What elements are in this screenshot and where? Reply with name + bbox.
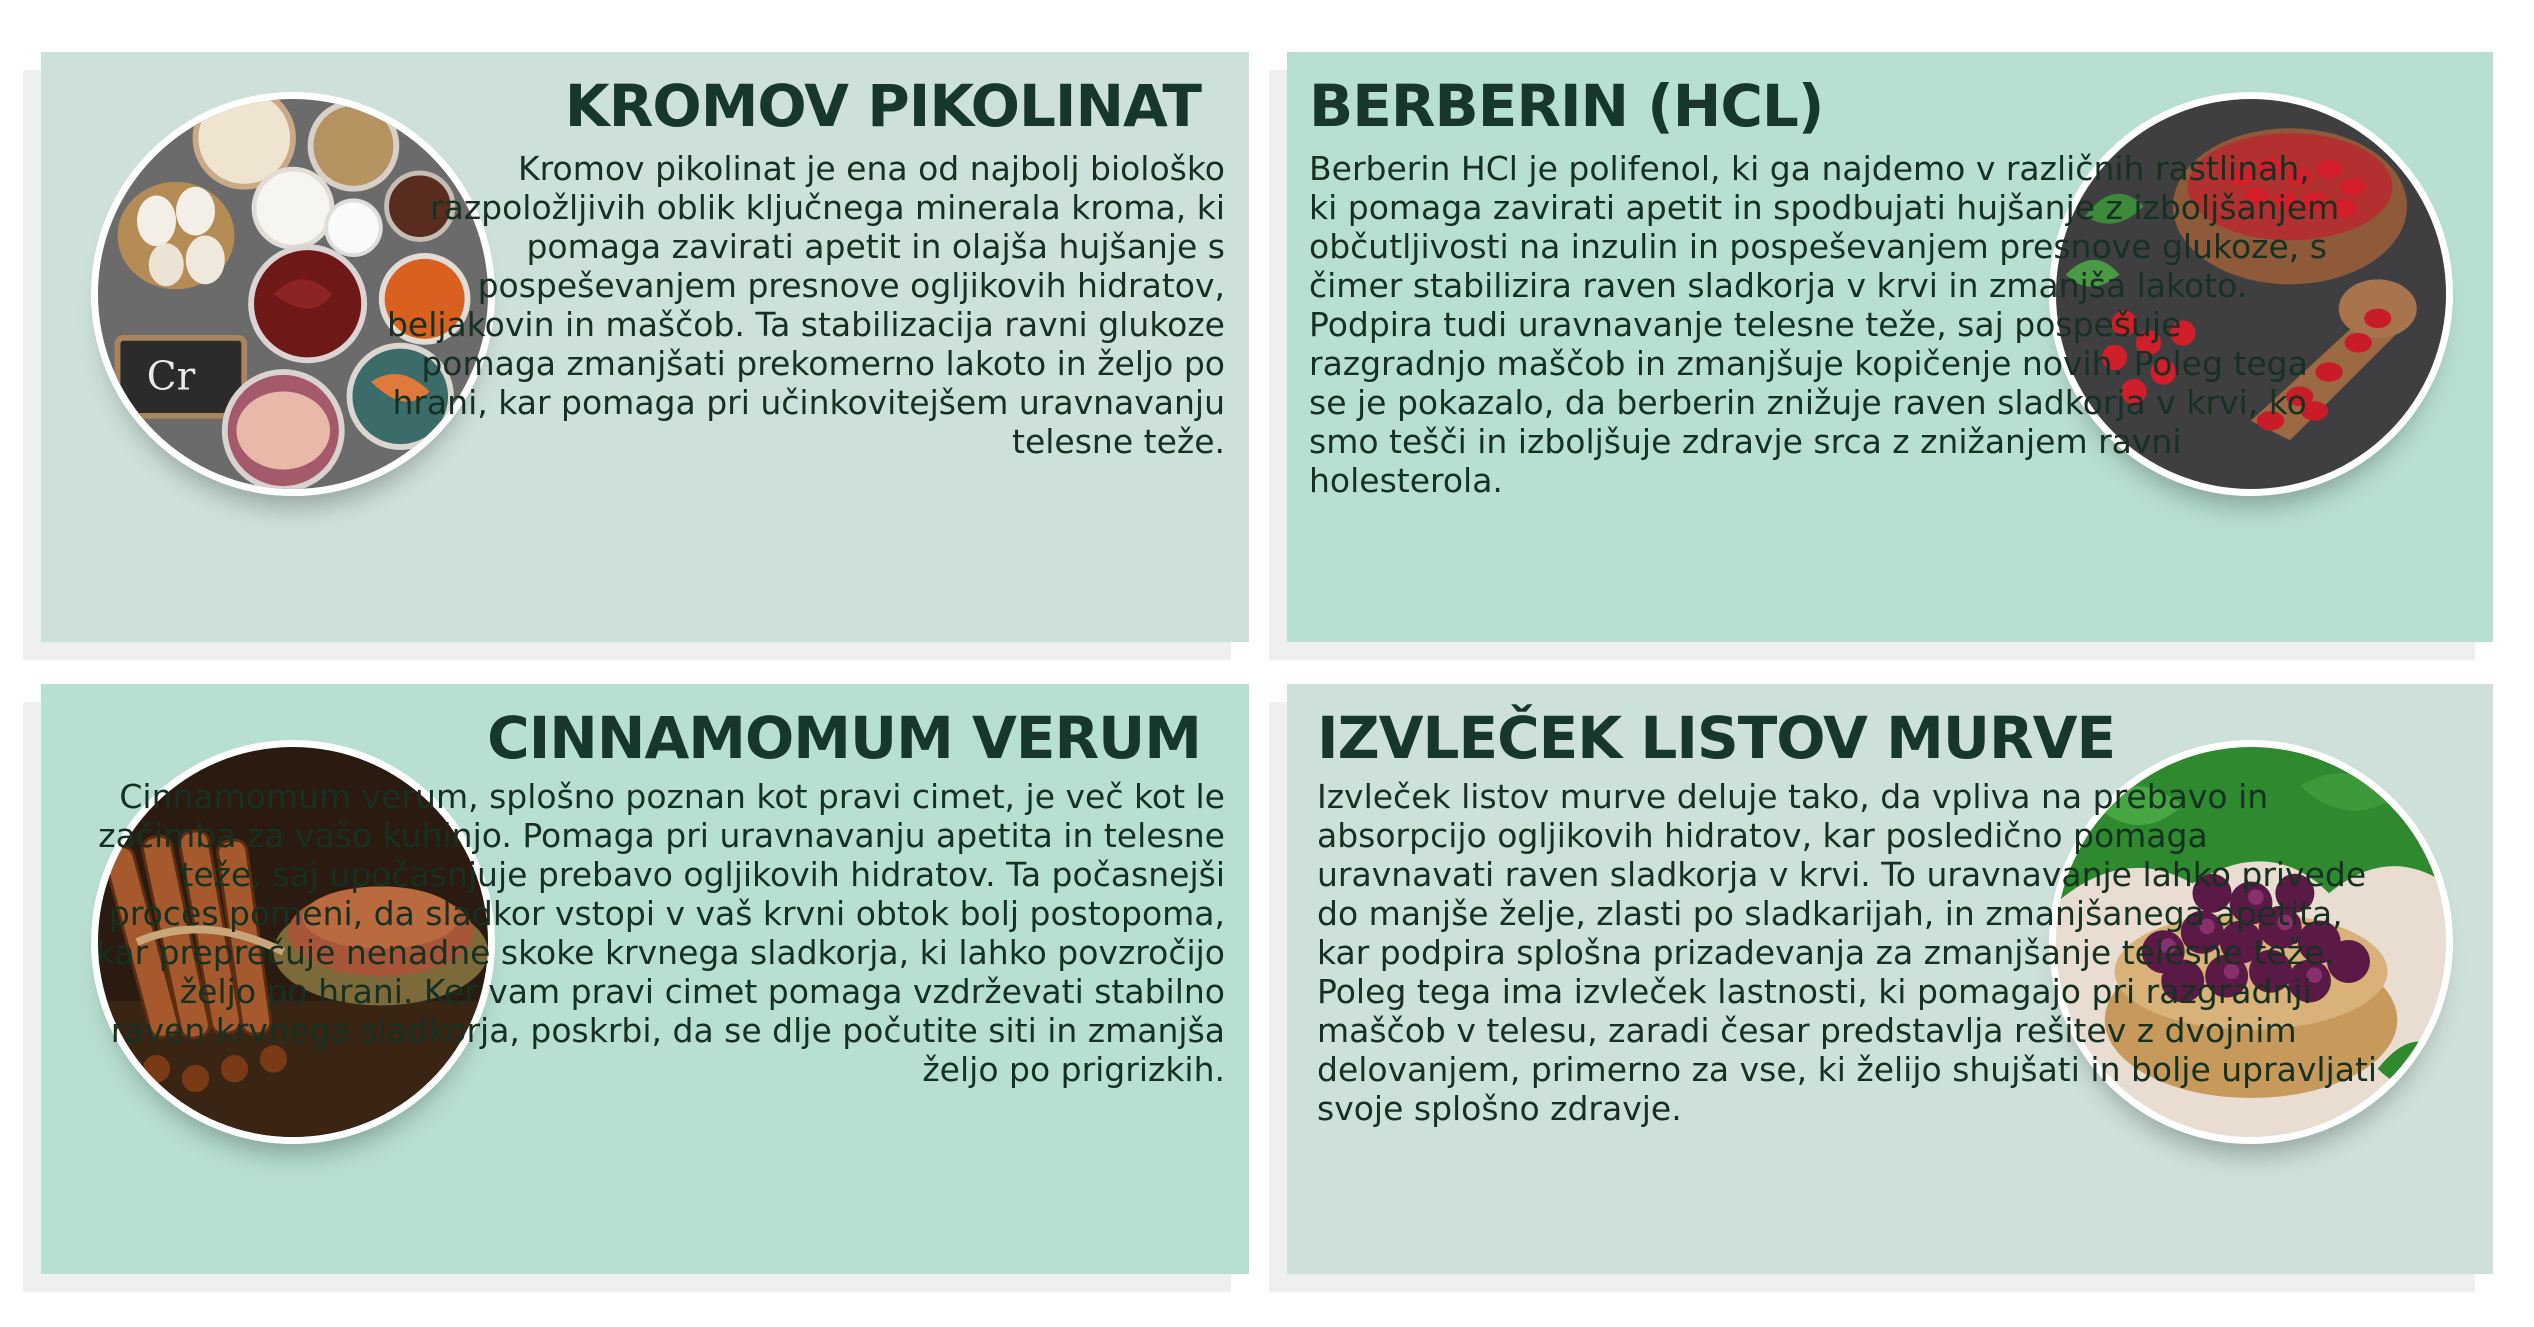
card-title: KROMOV PIKOLINAT (564, 72, 1201, 140)
card-title: CINNAMOMUM VERUM (487, 704, 1201, 772)
card-description: Cinnamomum verum, splošno poznan kot pravi cimet, je več kot le začimba za vašo kuhinjo. Pomaga pri uravnavanju apetita in telesne teže, saj upočasnjuje prebavo ogljikovih hidratov. Ta počasnejši proces pomeni, da sladkor vstopi v vaš krvni obtok bolj postopoma, kar preprečuje nenadne skoke krvnega sladkorja, ki lahko povzročijo željo po hrani. Ker vam pravi cimet pomaga vzdrževati stabilno raven krvnega sladkorja, poskrbi, da se dlje počutite siti in zmanjša željo po prigrizkih. (95, 777, 1225, 1089)
card-title: BERBERIN (HCL) (1309, 72, 1824, 140)
ingredient-card-cinnamon (41, 684, 1249, 1274)
ingredient-card-berberine (1287, 52, 2493, 642)
ingredient-card-mulberry (1287, 684, 2493, 1274)
card-description: Izvleček listov murve deluje tako, da vpliva na prebavo in absorpcijo ogljikovih hidratov, kar posledično pomaga uravnavati raven sladkorja v krvi. To uravnavanje lahko privede do manjše želje, zlasti po sladkarijah, in zmanjšanega apetita, kar podpira splošna prizadevanja za zmanjšanje telesne teže. Poleg tega ima izvleček lastnosti, ki pomagajo pri razgradnji maščob v telesu, zaradi česar predstavlja rešitev z dvojnim delovanjem, primerno za vse, ki želijo shujšati in bolje upravljati svoje splošno zdravje. (1317, 777, 2378, 1128)
card-description: Kromov pikolinat je ena od najbolj biološko razpoložljivih oblik ključnega minerala kroma, ki pomaga zavirati apetit in olajša hujšanje s pospeševanjem presnove ogljikovih hidratov, beljakovin in maščob. Ta stabilizacija ravni glukoze pomaga zmanjšati prekomerno lakoto in željo po hrani, kar pomaga pri učinkovitejšem uravnavanju telesne teže. (386, 149, 1225, 461)
chromium-symbol-label: Cr (146, 354, 196, 400)
ingredient-card-chromium (41, 52, 1249, 642)
card-title: IZVLEČEK LISTOV MURVE (1317, 704, 2116, 772)
card-description: Berberin HCl je polifenol, ki ga najdemo v različnih rastlinah, ki pomaga zavirati apetit in spodbujati hujšanje z izboljšanjem občutljivosti na inzulin in pospeševanjem presnove glukoze, s čimer stabilizira raven sladkorja v krvi in zmanjša lakoto. Podpira tudi uravnavanje telesne teže, saj pospešuje razgradnjo maščob in zmanjšuje kopičenje novih. Poleg tega se je pokazalo, da berberin znižuje raven sladkorja v krvi, ko smo tešči in izboljšuje zdravje srca z znižanjem ravni holesterola. (1309, 149, 2340, 500)
